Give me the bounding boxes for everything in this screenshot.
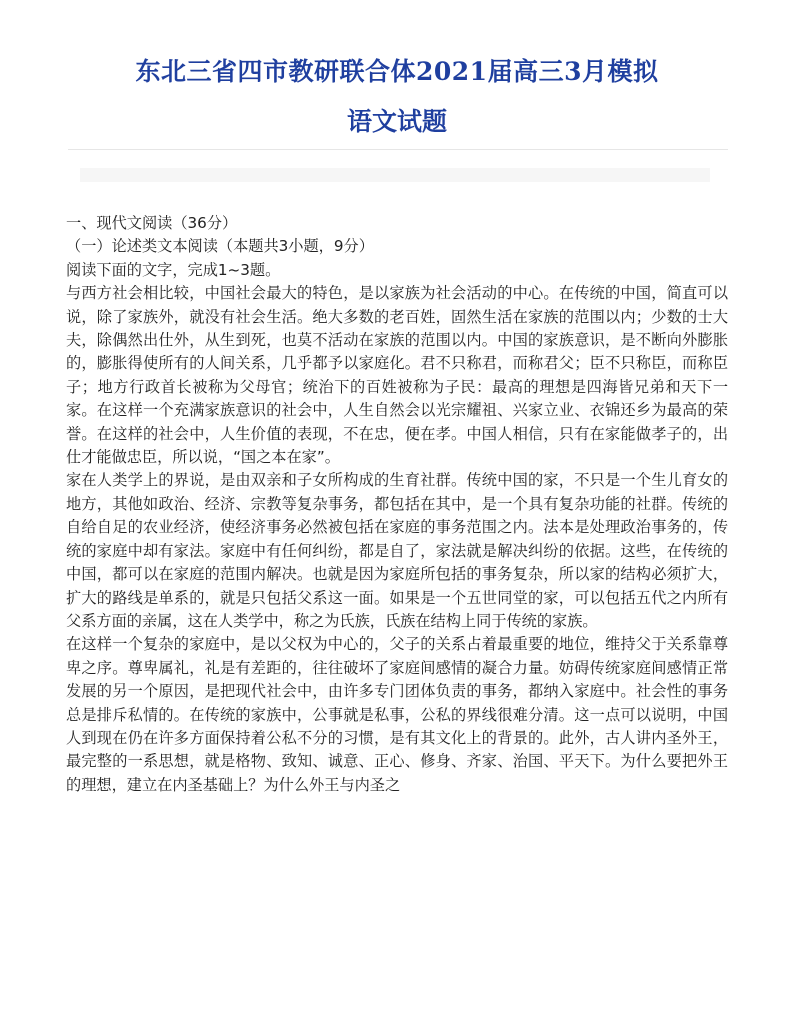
document-body (66, 212, 728, 797)
reading-instruction: 阅读下面的文字，完成1~3题。 (66, 260, 281, 279)
section-heading: 一、现代文阅读（36分） (66, 214, 238, 232)
subsection-heading: （一）论述类文本阅读（本题共3小题，9分） (66, 237, 374, 256)
document-title (0, 52, 794, 142)
title-line-2: 语文试题 (346, 107, 447, 136)
faded-watermark-band (80, 168, 710, 182)
paragraph-2: 家在人类学上的界说，是由双亲和子女所构成的生育社群。传统中国的家，不只是一个生儿育女的地方，其他如政治、经济、宗教等复杂事务，都包括在其中，是一个具有复杂功能的社群。传统的自给自足的农业经济，使经济事务必然被包括在家庭的事务范围之内。法本是处理政治事务的，传统的家庭中却有家法。家庭中有任何纠纷，都是自了，家法就是解决纠纷的依据。这些，在传统的中国，都可以在家庭的范围内解决。也就是因为家庭所包括的事务复杂，所以家的结构必须扩大，扩大的路线是单系的，就是只包括父系这一面。如果是一个五世同堂的家，可以包括五代之内所有父系方面的亲属，这在人类学中，称之为氏族，氏族在结构上同于传统的家族。 (66, 471, 728, 630)
paragraph-1: 与西方社会相比较，中国社会最大的特色，是以家族为社会活动的中心。在传统的中国，简直可以说，除了家族外，就没有社会生活。绝大多数的老百姓，固然生活在家族的范围以内；少数的士大夫，除偶然出仕外，从生到死，也莫不活动在家族的范围以内。中国的家族意识，是不断向外膨胀的，膨胀得使所有的人间关系，几乎都予以家庭化。君不只称君，而称君父；臣不只称臣，而称臣子；地方行政首长被称为父母官；统治下的百姓被称为子民：最高的理想是四海皆兄弟和天下一家。在这样一个充满家族意识的社会中，人生自然会以光宗耀祖、兴家立业、衣锦还乡为最高的荣誉。在这样的社会中，人生价值的表现，不在忠，便在孝。中国人相信，只有在家能做孝子的，出仕才能做忠臣，所以说，“国之本在家”。 (66, 284, 728, 467)
title-line-1: 东北三省四市教研联合体2021届高三3月模拟 (135, 57, 659, 86)
title-divider (68, 149, 728, 150)
paragraph-3: 在这样一个复杂的家庭中，是以父权为中心的，父子的关系占着最重要的地位，维持父于关系靠尊卑之序。尊卑属礼，礼是有差距的，往往破坏了家庭间感情的凝合力量。妨碍传统家庭间感情正常发展的另一个原因，是把现代社会中，由许多专门团体负责的事务，都纳入家庭中。社会性的事务总是排斥私情的。在传统的家族中，公事就是私事，公私的界线很难分清。这一点可以说明，中国人到现在仍在许多方面保持着公私不分的习惯，是有其文化上的背景的。此外，古人讲内圣外王，最完整的一系思想，就是格物、致知、诚意、正心、修身、齐家、治国、平天下。为什么要把外王的理想，建立在内圣基础上？为什么外王与内圣之 (66, 635, 728, 794)
